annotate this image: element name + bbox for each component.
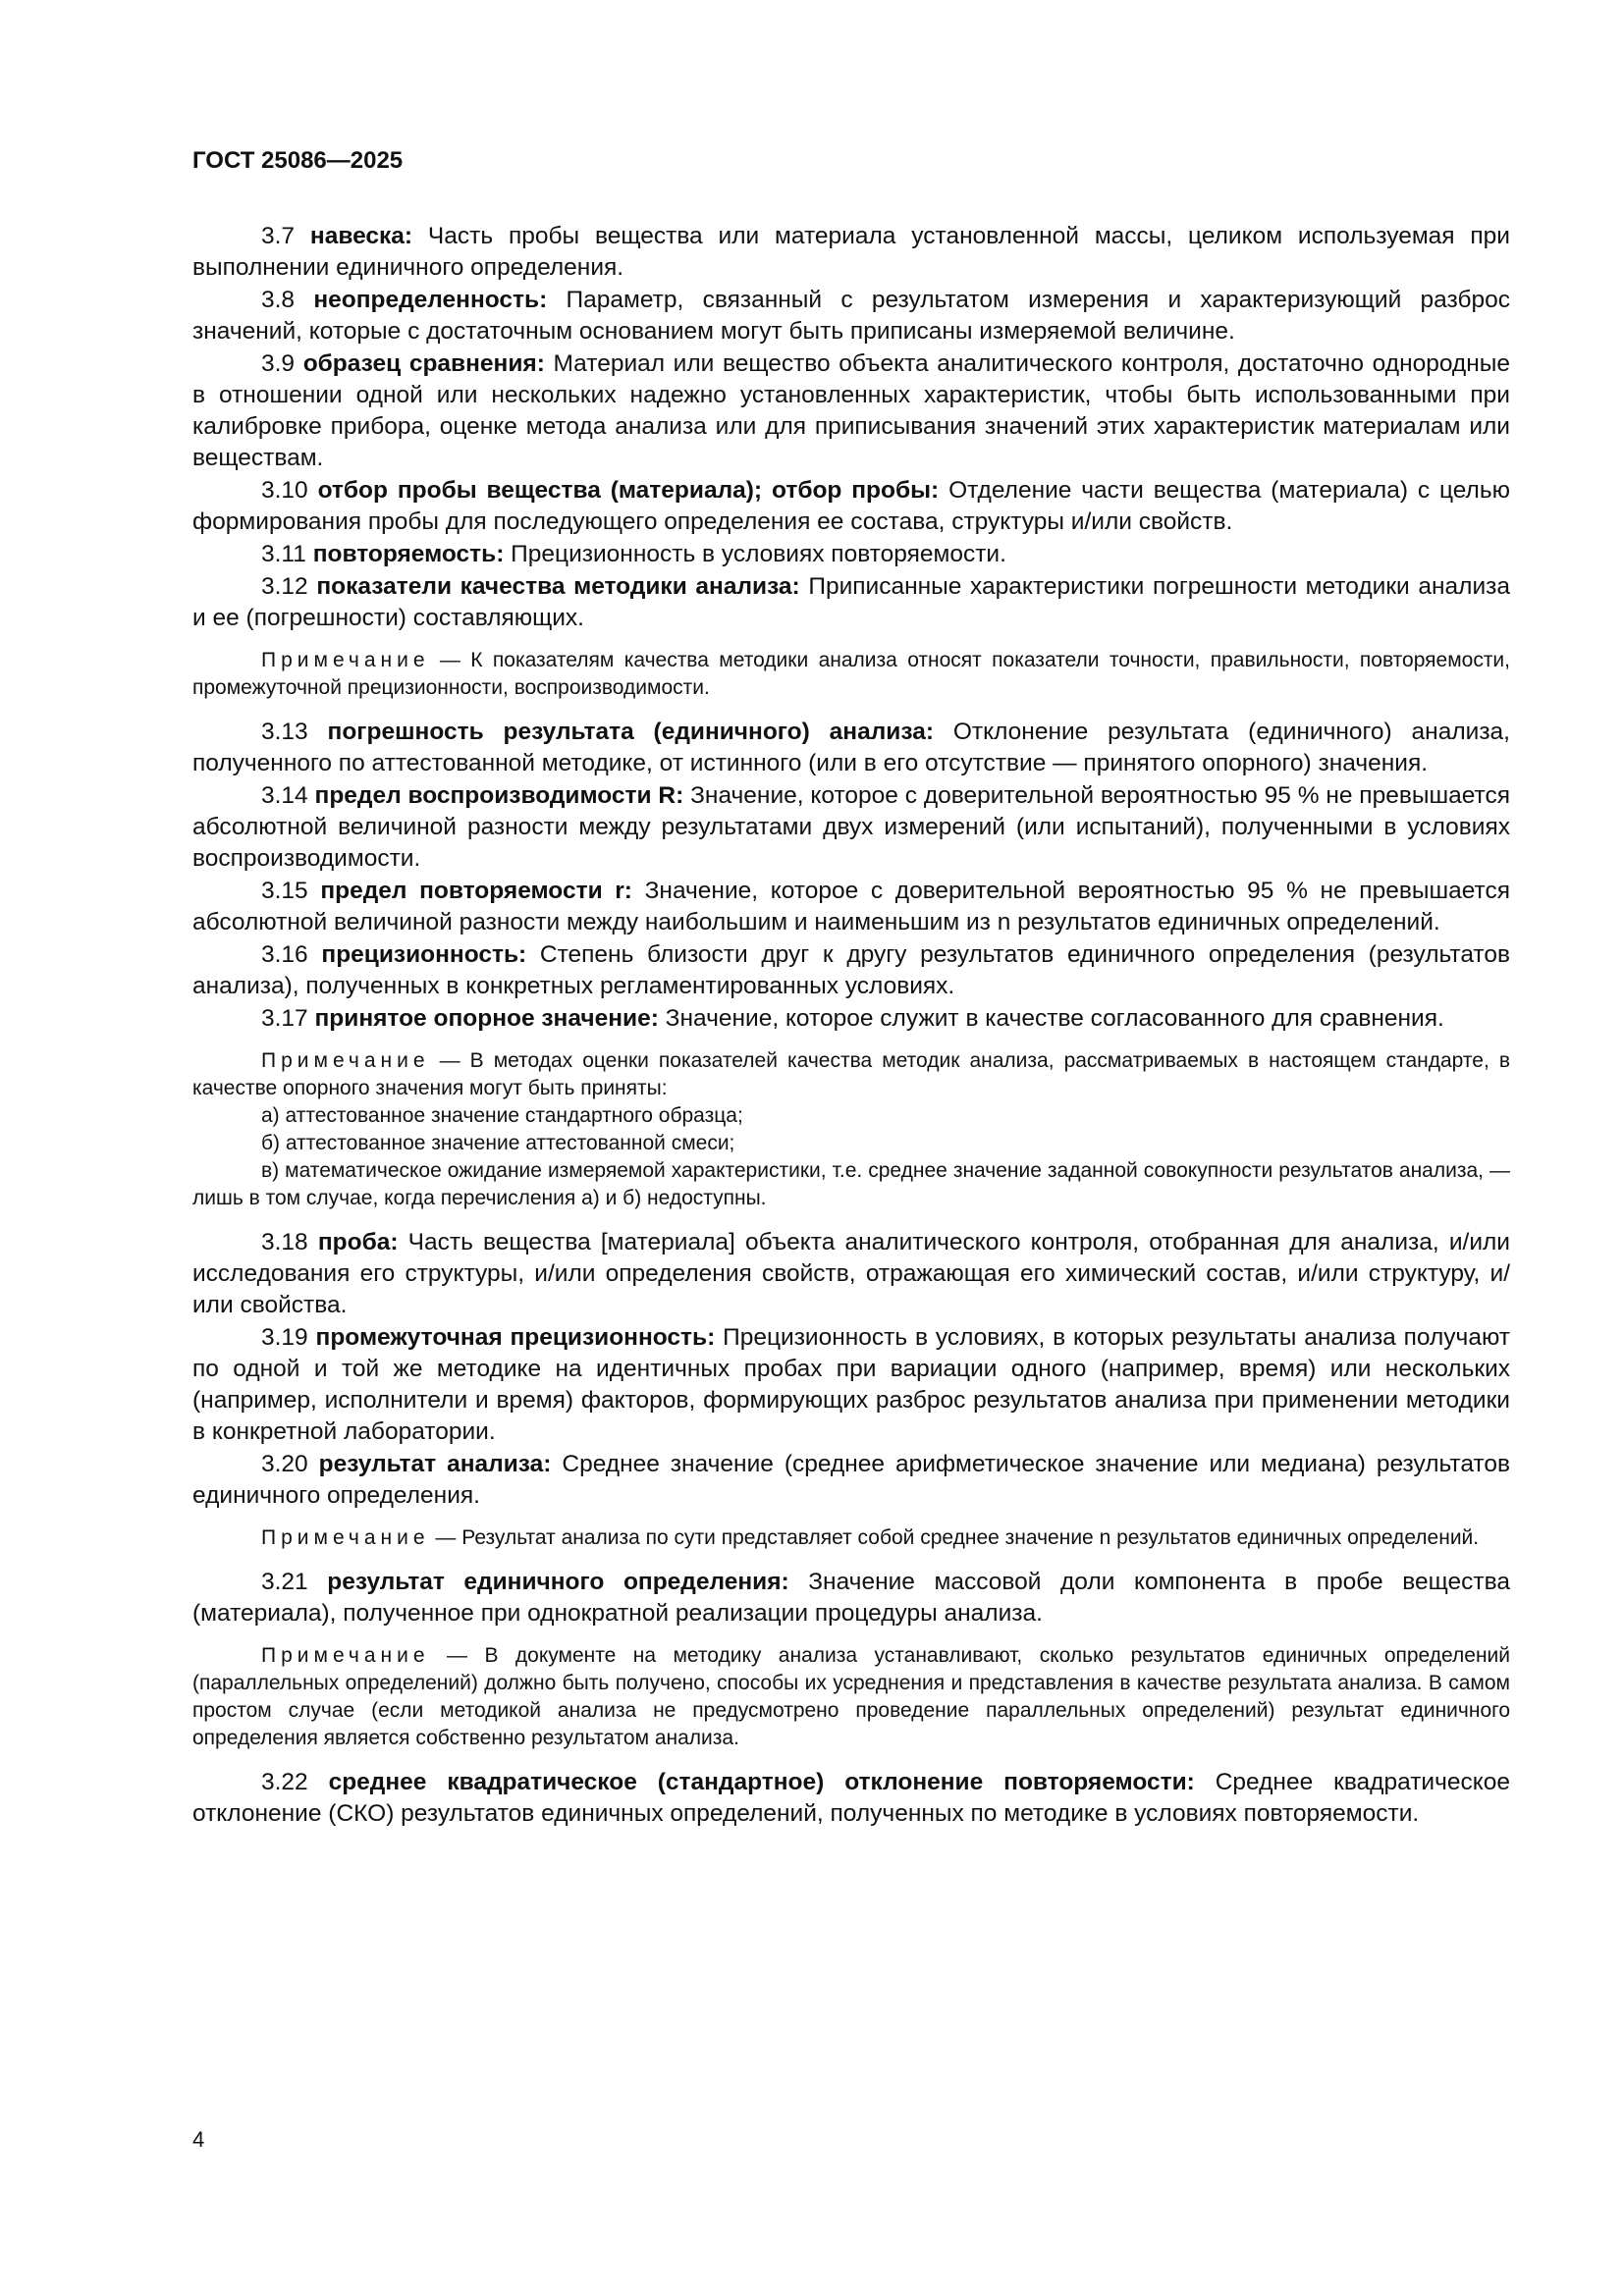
- term-number: 3.14: [261, 782, 308, 809]
- note-text: [192, 1642, 1510, 1752]
- term-definition: Значение, которое с доверительной вероятностью 95 % не превышается абсолютной величиной разности между наибольшим и наименьшим из n результатов единичных определений.: [192, 878, 1510, 935]
- term-definition: Прецизионность в условиях, в которых результаты анализа получают по одной и той же методике на идентичных пробах при вариации одного (например, время) или нескольких (например, исполнители и время) факторов, формирующих разброс результатов анализа при применении методики в конкретной лаборатории.: [192, 1324, 1510, 1445]
- term-definition: Среднее квадратическое отклонение (СКО) результатов единичных определений, полученных по методике в условиях повторяемости.: [192, 1769, 1510, 1827]
- term-entry-3-19: [192, 1322, 1510, 1448]
- term-name: результат анализа:: [318, 1451, 552, 1477]
- term-name: навеска:: [309, 223, 413, 249]
- term-entry-3-21: [192, 1567, 1510, 1629]
- term-entry-3-14: [192, 780, 1510, 875]
- note-text: [192, 1047, 1510, 1102]
- term-definition: Отклонение результата (единичного) анализа, полученного по аттестованной методике, от истинного (или в его отсутствие — принятого опорного) значения.: [192, 719, 1510, 776]
- note-text: [192, 1524, 1510, 1552]
- term-name: промежуточная прецизионность:: [315, 1324, 716, 1351]
- term-definition: Приписанные характеристики погрешности методики анализа и ее (погрешности) составляющих.: [192, 573, 1510, 631]
- term-entry-3-10: [192, 475, 1510, 538]
- term-name: среднее квадратическое (стандартное) отклонение повторяемости:: [328, 1769, 1195, 1795]
- note-3-17: [192, 1047, 1510, 1212]
- term-number: 3.9: [261, 350, 296, 377]
- term-definition: Значение массовой доли компонента в пробе вещества (материала), полученное при однократной реализации процедуры анализа.: [192, 1569, 1510, 1627]
- document-code-header: ГОСТ 25086—2025: [192, 147, 404, 174]
- term-entry-3-12: [192, 571, 1510, 634]
- term-definition: Значение, которое служит в качестве согласованного для сравнения.: [658, 1005, 1444, 1032]
- term-number: 3.7: [261, 223, 296, 249]
- term-name: прецизионность:: [321, 941, 527, 968]
- note-3-12: [192, 647, 1510, 702]
- term-definition: Значение, которое с доверительной вероятностью 95 % не превышается абсолютной величиной разности между результатами двух измерений (или испытаний), полученными в условиях воспроизводимости.: [192, 782, 1510, 872]
- term-entry-3-8: [192, 285, 1510, 347]
- term-entry-3-11: [192, 539, 1510, 570]
- term-number: 3.18: [261, 1229, 308, 1255]
- term-number: 3.12: [261, 573, 308, 600]
- term-name: показатели качества методики анализа:: [316, 573, 800, 600]
- term-entry-3-17: [192, 1003, 1510, 1035]
- term-number: 3.8: [261, 287, 296, 313]
- note-list-item-c: в) математическое ожидание измеряемой характеристики, т.е. среднее значение заданной совокупности результатов анализа, — лишь в том случае, когда перечисления а) и б) недоступны.: [192, 1159, 1510, 1209]
- term-entry-3-7: [192, 221, 1510, 284]
- term-number: 3.13: [261, 719, 308, 745]
- term-definition: Отделение части вещества (материала) с целью формирования пробы для последующего определения ее состава, структуры и/или свойств.: [192, 477, 1510, 535]
- term-definition: Прецизионность в условиях повторяемости.: [504, 541, 1006, 567]
- term-number: 3.22: [261, 1769, 308, 1795]
- term-entry-3-20: [192, 1449, 1510, 1512]
- note-body: — В документе на методику анализа устанавливают, сколько результатов единичных определений (параллельных определений) должно быть получено, способы их усреднения и представления в качестве результата анализа. В самом простом случае (если методикой анализа не предусмотрено проведение параллельных определений) результат единичного определения является собственно результатом анализа.: [192, 1644, 1510, 1749]
- term-name: образец сравнения:: [302, 350, 545, 377]
- note-text: [192, 647, 1510, 702]
- term-number: 3.20: [261, 1451, 308, 1477]
- term-name: неопределенность:: [313, 287, 548, 313]
- note-list-item-b: б) аттестованное значение аттестованной смеси;: [261, 1132, 735, 1154]
- term-name: отбор пробы вещества (материала); отбор пробы:: [317, 477, 940, 504]
- term-definition: Параметр, связанный с результатом измерения и характеризующий разброс значений, которые с достаточным основанием могут быть приписаны измеряемой величине.: [192, 287, 1510, 345]
- term-definition: Среднее значение (среднее арифметическое значение или медиана) результатов единичного определения.: [192, 1451, 1510, 1509]
- note-body: — В методах оценки показателей качества методик анализа, рассматриваемых в настоящем стандарте, в качестве опорного значения могут быть приняты:: [192, 1049, 1510, 1099]
- term-name: принятое опорное значение:: [314, 1005, 659, 1032]
- term-name: погрешность результата (единичного) анализа:: [327, 719, 934, 745]
- term-number: 3.15: [261, 878, 308, 904]
- term-entry-3-15: [192, 876, 1510, 938]
- term-number: 3.17: [261, 1005, 308, 1032]
- term-number: 3.10: [261, 477, 308, 504]
- note-body: — Результат анализа по сути представляет собой среднее значение n результатов единичных определений.: [429, 1526, 1480, 1549]
- term-number: 3.21: [261, 1569, 308, 1595]
- note-body: — К показателям качества методики анализа относят показатели точности, правильности, повторяемости, промежуточной прецизионности, воспроизводимости.: [192, 649, 1510, 699]
- term-entry-3-13: [192, 717, 1510, 779]
- term-entry-3-18: [192, 1227, 1510, 1321]
- term-definition: Материал или вещество объекта аналитического контроля, достаточно однородные в отношении одной или нескольких надежно установленных характеристик, чтобы быть использованными при калибровке прибора, оценке метода анализа или для приписывания значений этих характеристик материалам или веществам.: [192, 350, 1510, 471]
- term-definition: Часть пробы вещества или материала установленной массы, целиком используемая при выполнении единичного определения.: [192, 223, 1510, 281]
- note-label: Примечание: [261, 649, 430, 671]
- note-3-21: [192, 1642, 1510, 1752]
- term-entry-3-22: [192, 1767, 1510, 1830]
- note-label: Примечание: [261, 1644, 430, 1667]
- term-definition: Часть вещества [материала] объекта аналитического контроля, отобранная для анализа, и/или исследования его структуры, и/или определения свойств, отражающая его химический состав, и/или структуру, и/или свойства.: [192, 1229, 1510, 1318]
- term-name: результат единичного определения:: [327, 1569, 789, 1595]
- term-name: повторяемость:: [312, 541, 505, 567]
- term-definition: Степень близости друг к другу результатов единичного определения (результатов анализа), полученных в конкретных регламентированных условиях.: [192, 941, 1510, 999]
- note-3-20: [192, 1524, 1510, 1552]
- note-label: Примечание: [261, 1049, 430, 1072]
- term-name: проба:: [317, 1229, 399, 1255]
- note-list-item-a: а) аттестованное значение стандартного образца;: [261, 1104, 743, 1127]
- term-number: 3.19: [261, 1324, 308, 1351]
- note-label: Примечание: [261, 1526, 430, 1549]
- terms-content: [192, 221, 1510, 1831]
- term-number: 3.16: [261, 941, 308, 968]
- term-entry-3-16: [192, 939, 1510, 1002]
- term-entry-3-9: [192, 348, 1510, 474]
- page-number: 4: [192, 2127, 205, 2152]
- term-name: предел воспроизводимости R:: [314, 782, 684, 809]
- term-number: 3.11: [261, 541, 306, 567]
- term-name: предел повторяемости r:: [320, 878, 632, 904]
